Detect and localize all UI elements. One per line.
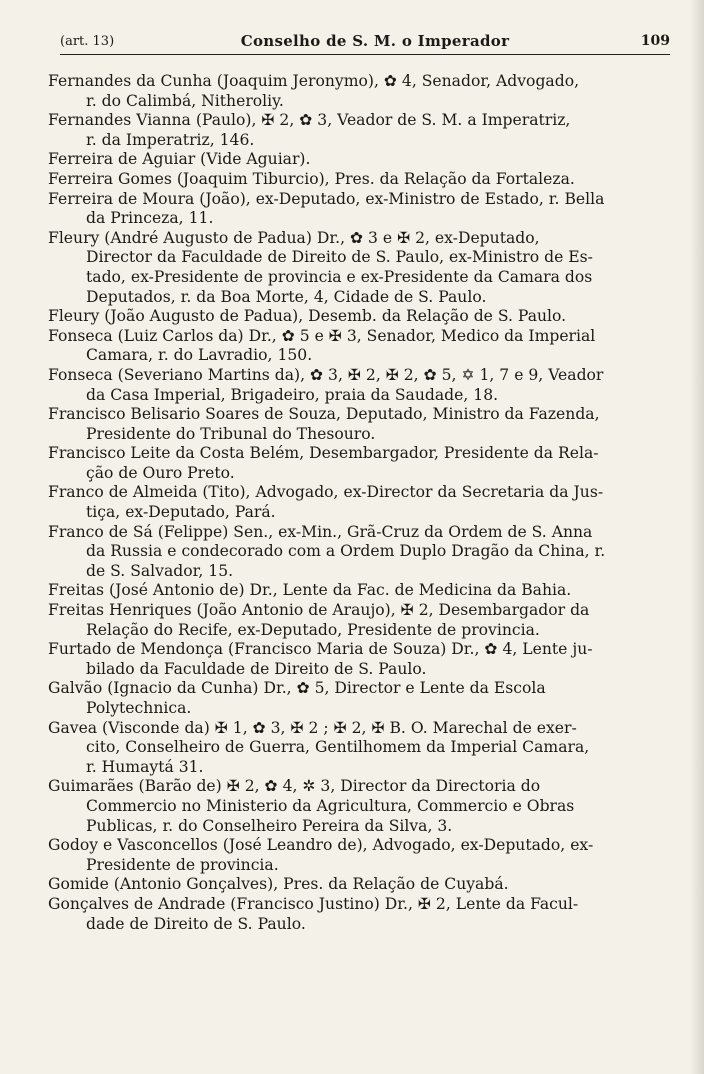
- entry-line: Gomide (Antonio Gonçalves), Pres. da Relação de Cuyabá.: [48, 875, 509, 894]
- entry-line: de S. Salvador, 15.: [86, 561, 234, 580]
- entry-line: Godoy e Vasconcellos (José Leandro de), Advogado, ex-Deputado, ex-: [48, 836, 594, 855]
- list-item: [48, 327, 680, 366]
- entry-line: Relação do Recife, ex-Deputado, Presidente de provincia.: [86, 620, 540, 639]
- list-item: [48, 170, 680, 190]
- entry-line: Fonseca (Severiano Martins da), ✿ 3, ✠ 2, ✠ 2, ✿ 5, ✡ 1, 7 e 9, Veador: [48, 365, 604, 384]
- entry-line: Franco de Almeida (Tito), Advogado, ex-Director da Secretaria da Jus-: [48, 483, 604, 502]
- entry-line: Polytechnica.: [86, 699, 192, 717]
- list-item: [48, 190, 680, 229]
- entry-line: Fernandes Vianna (Paulo), ✠ 2, ✿ 3, Veador de S. M. a Imperatriz,: [48, 111, 571, 130]
- list-item: [48, 581, 680, 601]
- entry-line: Deputados, r. da Boa Morte, 4, Cidade de S. Paulo.: [86, 287, 487, 306]
- entry-line: Galvão (Ignacio da Cunha) Dr., ✿ 5, Director e Lente da Escola: [48, 679, 546, 698]
- entry-line: tado, ex-Presidente de provincia e ex-Presidente da Camara dos: [86, 267, 593, 286]
- entry-line: Camara, r. do Lavradio, 150.: [86, 346, 313, 365]
- entry-line: Francisco Belisario Soares de Souza, Deputado, Ministro da Fazenda,: [48, 405, 600, 424]
- list-item: [48, 483, 680, 522]
- entry-line: Gavea (Visconde da) ✠ 1, ✿ 3, ✠ 2 ; ✠ 2, ✠ B. O. Marechal de exer-: [48, 718, 577, 737]
- entry-line: tiça, ex-Deputado, Pará.: [86, 503, 276, 522]
- entry-line: r. da Imperatriz, 146.: [86, 130, 255, 149]
- list-item: [48, 405, 680, 444]
- list-item: [48, 895, 680, 934]
- list-item: [48, 777, 680, 836]
- list-item: [48, 150, 680, 170]
- list-item: [48, 836, 680, 875]
- entry-line: da Princeza, 11.: [86, 209, 214, 228]
- entry-line: cito, Conselheiro de Guerra, Gentilhomem da Imperial Camara,: [86, 738, 590, 757]
- entry-line: ção de Ouro Preto.: [86, 463, 235, 482]
- list-item: [48, 679, 680, 718]
- list-item: [48, 523, 680, 582]
- entry-line: Fernandes da Cunha (Joaquim Jeronymo), ✿ 4, Senador, Advogado,: [48, 72, 580, 90]
- entry-line: Ferreira de Aguiar (Vide Aguiar).: [48, 150, 311, 169]
- page-number: 109: [640, 33, 670, 49]
- entry-line: r. Humaytá 31.: [86, 757, 204, 776]
- entry-line: Director da Faculdade de Direito de S. Paulo, ex-Ministro de Es-: [86, 248, 593, 267]
- entry-line: Fleury (André Augusto de Padua) Dr., ✿ 3 e ✠ 2, ex-Deputado,: [48, 228, 540, 247]
- entry-line: Franco de Sá (Felippe) Sen., ex-Min., Grã-Cruz da Ordem de S. Anna: [48, 522, 593, 541]
- entry-line: Freitas Henriques (João Antonio de Araujo), ✠ 2, Desembargador da: [48, 601, 590, 620]
- page-edge-shadow: [690, 0, 704, 1074]
- entry-line: Fonseca (Luiz Carlos da) Dr., ✿ 5 e ✠ 3, Senador, Medico da Imperial: [48, 326, 596, 345]
- entry-line: Furtado de Mendonça (Francisco Maria de Souza) Dr., ✿ 4, Lente ju-: [48, 640, 593, 659]
- list-item: [48, 229, 680, 307]
- entry-line: Guimarães (Barão de) ✠ 2, ✿ 4, ✲ 3, Director da Directoria do: [48, 777, 541, 796]
- page-header: [60, 32, 670, 55]
- list-item: [48, 601, 680, 640]
- list-item: [48, 875, 680, 895]
- list-item: [48, 307, 680, 327]
- entry-line: Freitas (José Antonio de) Dr., Lente da Fac. de Medicina da Bahia.: [48, 581, 572, 600]
- entry-line: bilado da Faculdade de Direito de S. Paulo.: [86, 659, 427, 678]
- article-reference: (art. 13): [60, 34, 115, 49]
- list-item: [48, 366, 680, 405]
- entry-line: r. do Calimbá, Nitheroliy.: [86, 91, 284, 110]
- entry-line: Commercio no Ministerio da Agricultura, Commercio e Obras: [86, 796, 575, 815]
- entry-line: da Russia e condecorado com a Ordem Duplo Dragão da China, r.: [86, 542, 606, 561]
- entry-line: Gonçalves de Andrade (Francisco Justino) Dr., ✠ 2, Lente da Facul-: [48, 894, 579, 913]
- entry-line: Presidente de provincia.: [86, 855, 279, 874]
- entry-line: Ferreira de Moura (João), ex-Deputado, ex-Ministro de Estado, r. Bella: [48, 189, 605, 208]
- list-item: [48, 111, 680, 150]
- entry-line: Fleury (João Augusto de Padua), Desemb. da Relação de S. Paulo.: [48, 307, 567, 326]
- entry-line: da Casa Imperial, Brigadeiro, praia da Saudade, 18.: [86, 385, 499, 404]
- entry-line: Ferreira Gomes (Joaquim Tiburcio), Pres. da Relação da Fortaleza.: [48, 169, 575, 188]
- entry-line: Francisco Leite da Costa Belém, Desembargador, Presidente da Rela-: [48, 444, 599, 463]
- entry-line: Presidente do Tribunal do Thesouro.: [86, 424, 376, 443]
- entry-list: [48, 72, 680, 934]
- list-item: [48, 444, 680, 483]
- entry-line: dade de Direito de S. Paulo.: [86, 914, 306, 933]
- list-item: [48, 72, 680, 111]
- list-item: [48, 719, 680, 778]
- page-title: Conselho de S. M. o Imperador: [240, 32, 510, 50]
- entry-line: Publicas, r. do Conselheiro Pereira da Silva, 3.: [86, 816, 453, 835]
- list-item: [48, 640, 680, 679]
